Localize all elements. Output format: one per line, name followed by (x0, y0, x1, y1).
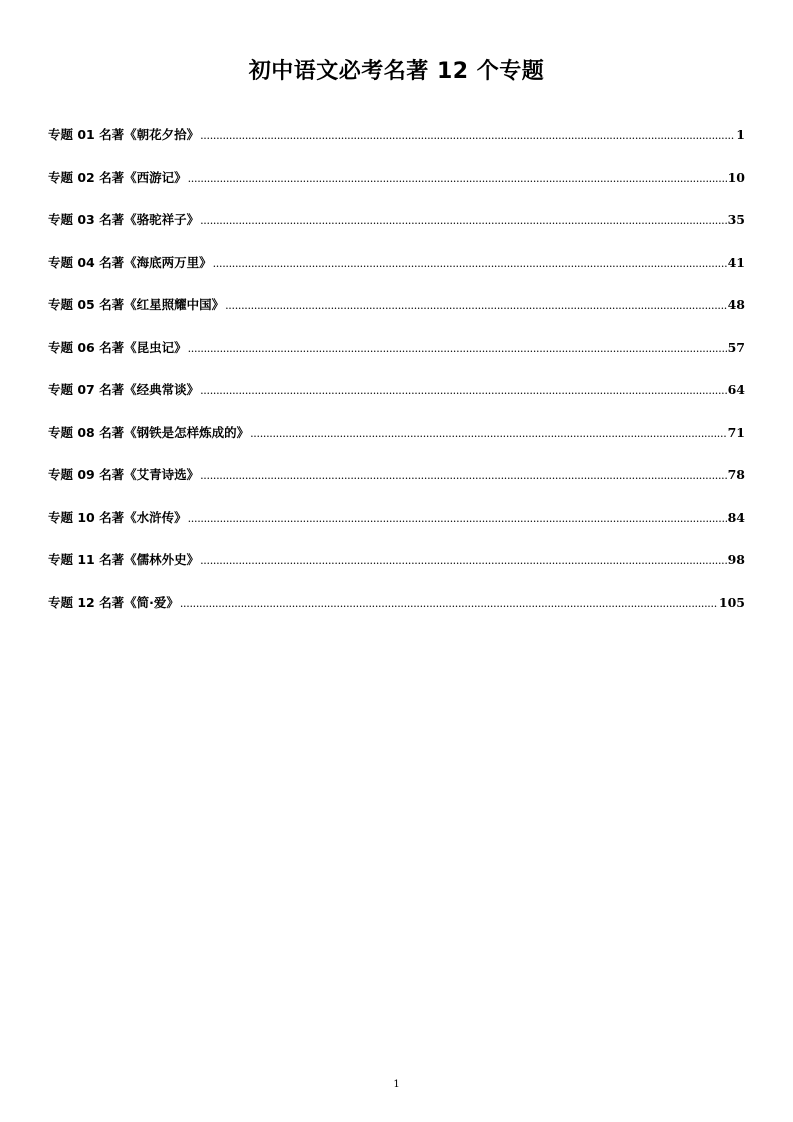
toc-entry-page: 64 (727, 382, 745, 397)
toc-dot-leader (180, 589, 718, 619)
toc-entry-03[interactable] (48, 205, 745, 248)
toc-entry-page: 84 (727, 509, 745, 525)
toc-entry-label: 专题 08 名著《钢铁是怎样炼成的》 (48, 424, 250, 440)
toc-dot-leader (188, 164, 727, 194)
toc-dot-leader (200, 376, 726, 406)
toc-dot-leader (200, 461, 726, 491)
toc-entry-11[interactable] (48, 545, 745, 588)
table-of-contents (48, 120, 745, 630)
toc-entry-label: 专题 06 名著《昆虫记》 (48, 339, 187, 355)
toc-entry-label: 专题 11 名著《儒林外史》 (48, 552, 200, 567)
toc-entry-label: 专题 12 名著《简·爱》 (48, 594, 179, 610)
toc-dot-leader (200, 546, 726, 576)
toc-entry-label: 专题 10 名著《水浒传》 (48, 509, 187, 525)
toc-entry-page: 1 (736, 127, 745, 142)
toc-entry-label: 专题 03 名著《骆驼祥子》 (48, 212, 200, 227)
toc-entry-05[interactable] (48, 290, 745, 333)
toc-entry-page: 71 (727, 424, 745, 440)
toc-entry-01[interactable] (48, 120, 745, 163)
toc-entry-12[interactable] (48, 588, 745, 631)
toc-dot-leader (250, 419, 726, 449)
toc-entry-06[interactable] (48, 333, 745, 376)
document-title: 初中语文必考名著 12 个专题 (248, 59, 545, 84)
toc-dot-leader (188, 334, 727, 364)
toc-entry-02[interactable] (48, 163, 745, 206)
footer-page-number: 1 (393, 1079, 400, 1090)
toc-dot-leader (200, 206, 726, 236)
toc-entry-label: 专题 04 名著《海底两万里》 (48, 254, 212, 270)
toc-entry-page: 10 (727, 169, 745, 185)
toc-entry-04[interactable] (48, 248, 745, 291)
toc-entry-page: 57 (727, 339, 745, 355)
toc-dot-leader (188, 504, 727, 534)
toc-entry-page: 98 (727, 552, 745, 567)
toc-dot-leader (213, 249, 727, 279)
toc-entry-page: 35 (727, 212, 745, 227)
toc-entry-label: 专题 09 名著《艾青诗选》 (48, 467, 200, 482)
toc-entry-10[interactable] (48, 503, 745, 546)
toc-entry-label: 专题 02 名著《西游记》 (48, 169, 187, 185)
toc-entry-page: 105 (718, 594, 745, 610)
toc-entry-page: 48 (727, 297, 745, 312)
toc-entry-09[interactable] (48, 460, 745, 503)
toc-entry-label: 专题 05 名著《红星照耀中国》 (48, 297, 225, 312)
toc-entry-08[interactable] (48, 418, 745, 461)
toc-entry-07[interactable] (48, 375, 745, 418)
toc-entry-label: 专题 01 名著《朝花夕拾》 (48, 127, 200, 142)
toc-entry-page: 78 (727, 467, 745, 482)
toc-entry-page: 41 (727, 254, 745, 270)
toc-dot-leader (200, 121, 735, 151)
toc-entry-label: 专题 07 名著《经典常谈》 (48, 382, 200, 397)
toc-dot-leader (225, 291, 726, 321)
